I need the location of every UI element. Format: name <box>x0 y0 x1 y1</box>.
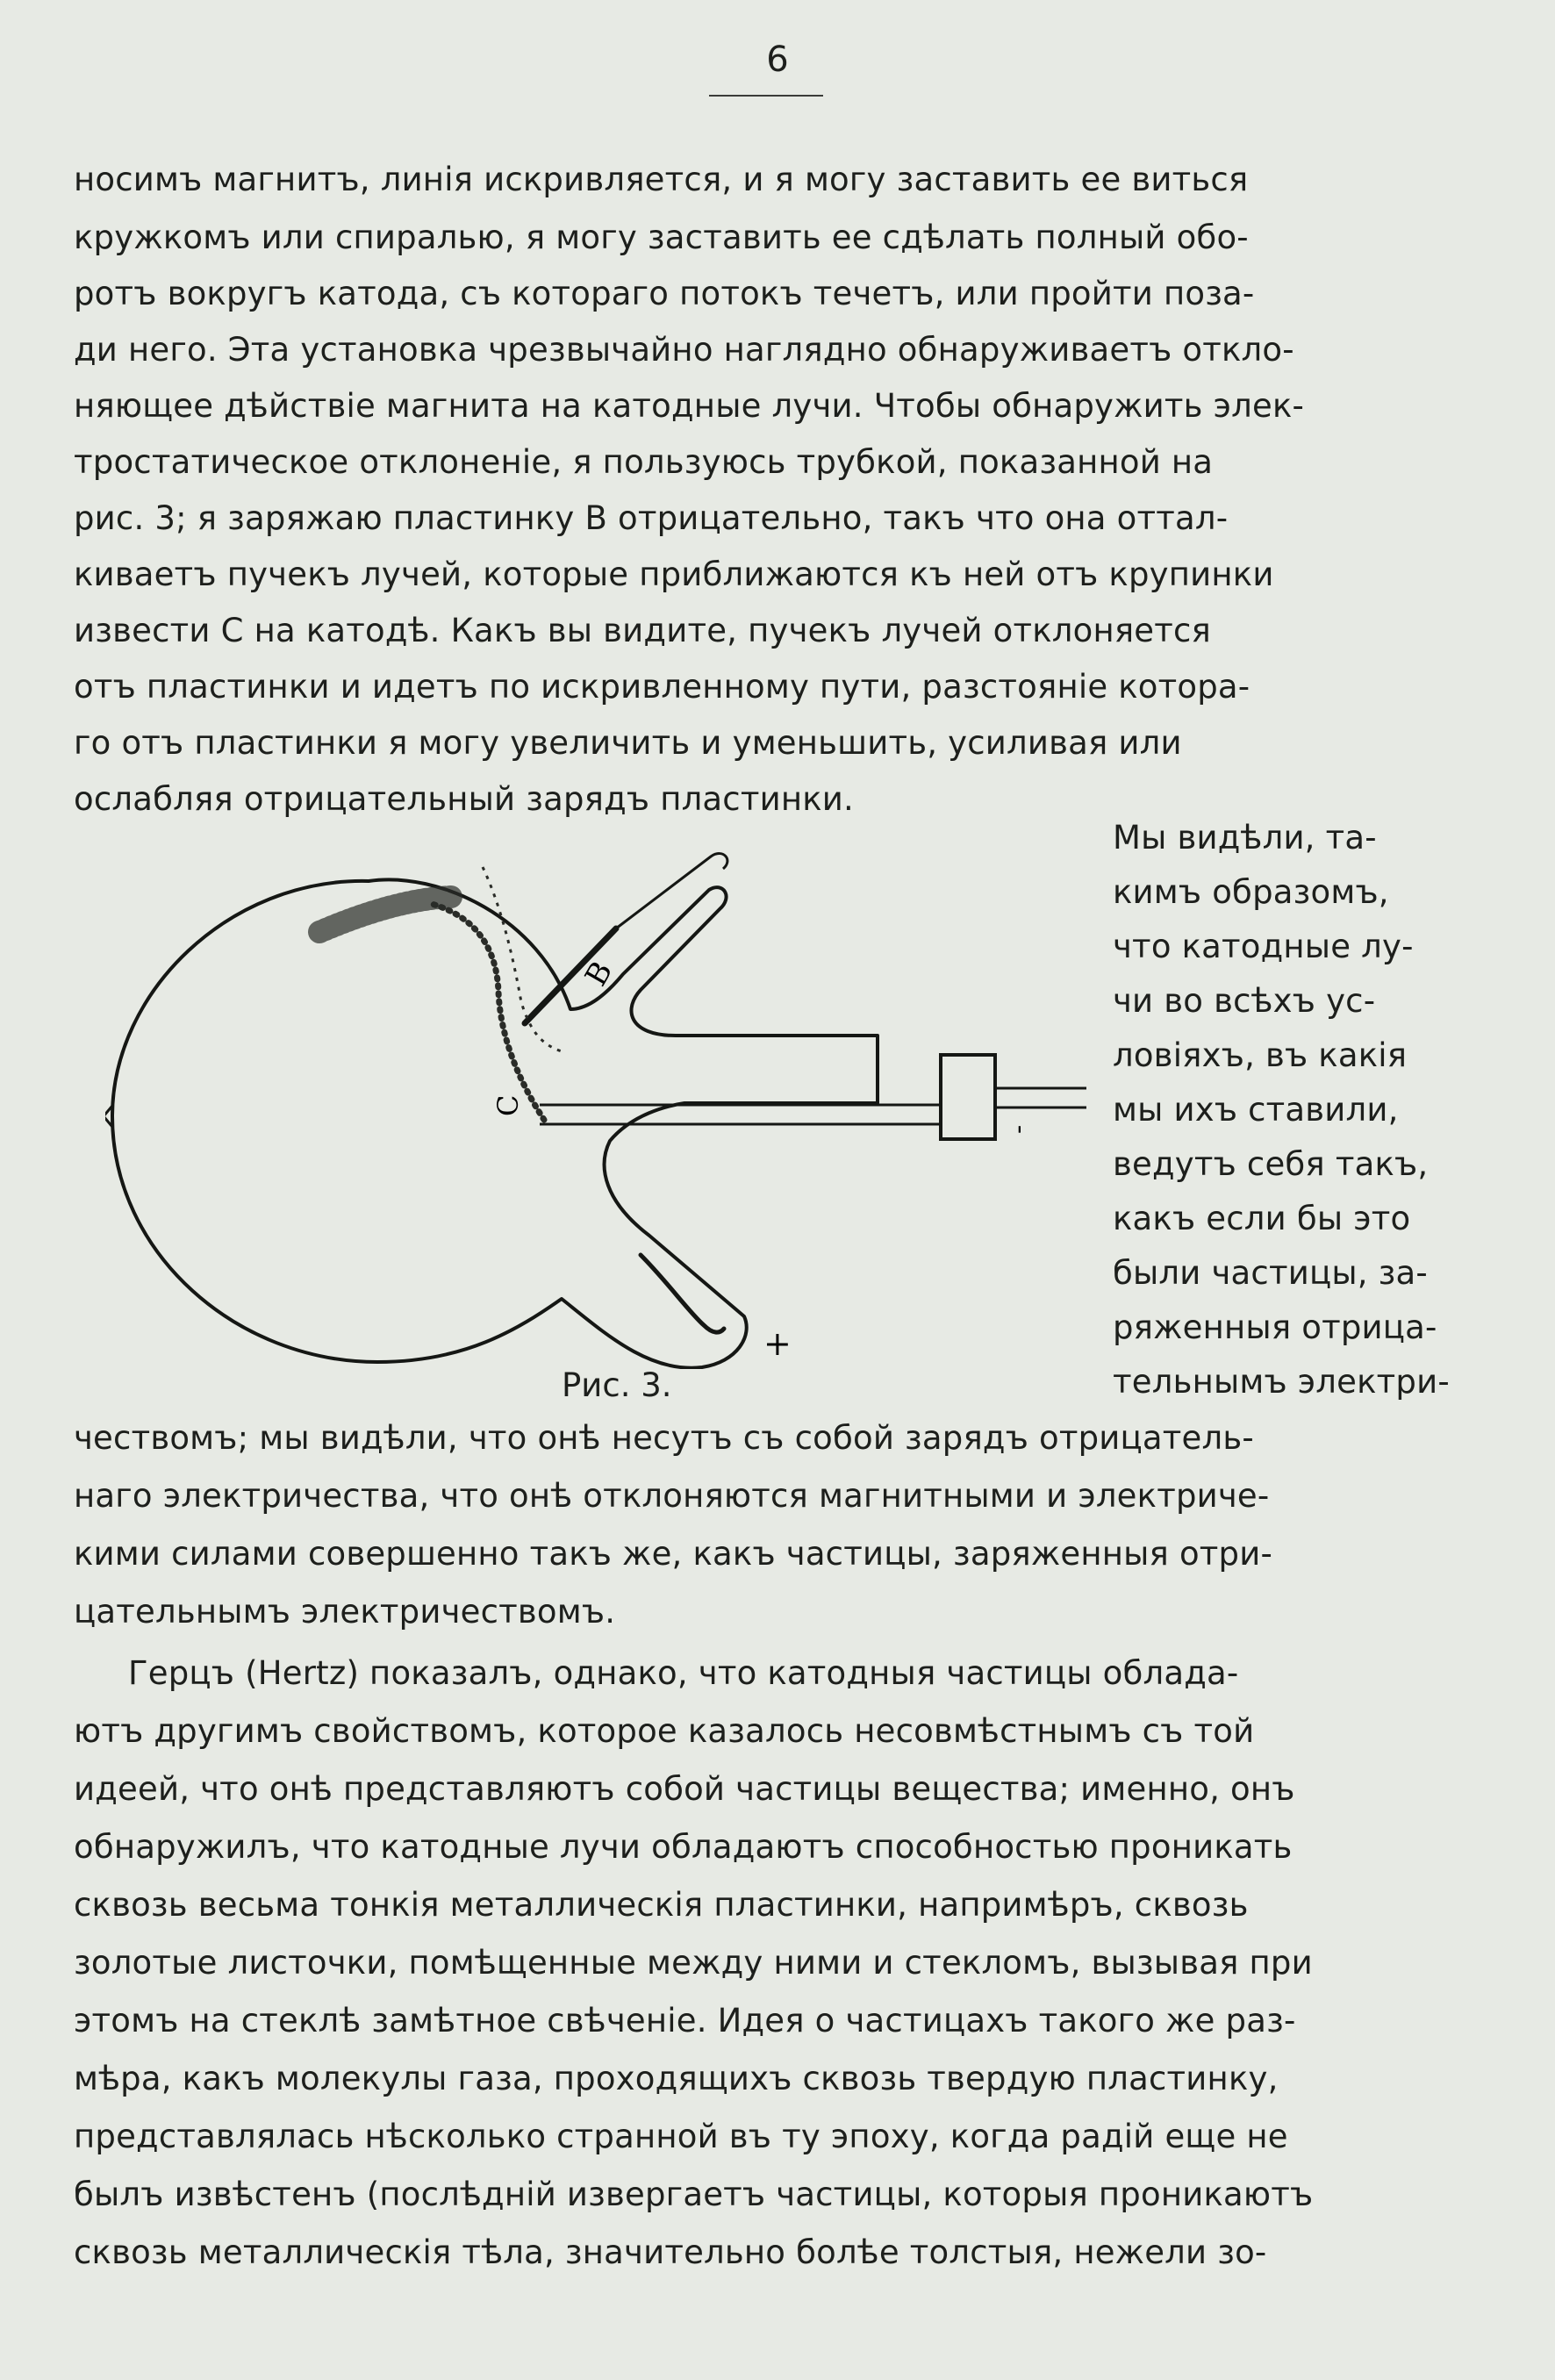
top-paragraph-line: отъ пластинки и идетъ по искривленному пути, разстояніе котора- <box>74 668 1250 706</box>
bottom-paragraph-line: наго электричества, что онѣ отклоняются магнитными и электриче- <box>74 1477 1270 1515</box>
top-paragraph-line: няющее дѣйствіе магнита на катодные лучи. Чтобы обнаружить элек- <box>74 387 1305 425</box>
bottom-paragraph-line: представлялась нѣсколько странной въ ту эпоху, когда радій еще не <box>74 2118 1288 2155</box>
side-column-line: тельнымъ электри- <box>1113 1363 1450 1401</box>
top-paragraph-line: извести C на катодѣ. Какъ вы видите, пучекъ лучей отклоняется <box>74 612 1212 649</box>
page-number: 6 <box>766 39 789 80</box>
side-column-line: были частицы, за- <box>1113 1254 1428 1292</box>
side-column-line: Мы видѣли, та- <box>1113 819 1377 857</box>
label-b: B <box>578 955 620 993</box>
bottom-paragraph-line: мѣра, какъ молекулы газа, проходящихъ сквозь твердую пластинку, <box>74 2060 1279 2097</box>
bottom-paragraph-line: ютъ другимъ свойствомъ, которое казалось несовмѣстнымъ съ той <box>74 1712 1255 1750</box>
bottom-paragraph-line: золотые листочки, помѣщенные между ними и стекломъ, вызывая при <box>74 1944 1313 1982</box>
top-paragraph-line: ди него. Эта установка чрезвычайно наглядно обнаруживаетъ откло- <box>74 331 1294 369</box>
top-paragraph-line: киваетъ пучекъ лучей, которые приближаются къ ней отъ крупинки <box>74 556 1274 593</box>
beam-spread-dots <box>319 897 451 932</box>
top-paragraph-line: ослабляя отрицательный зарядъ пластинки. <box>74 780 854 818</box>
label-minus: - <box>1003 1124 1034 1134</box>
bottom-paragraph-line: Герцъ (Hertz) показалъ, однако, что катодныя частицы облада- <box>128 1654 1239 1692</box>
side-column-line: кимъ образомъ, <box>1113 873 1389 911</box>
bottom-paragraph-line: обнаружилъ, что катодные лучи обладаютъ способностью проникать <box>74 1828 1293 1866</box>
stem-connector-block <box>941 1055 995 1139</box>
bottom-paragraph-line: чествомъ; мы видѣли, что онѣ несутъ съ собой зарядъ отрицатель- <box>74 1419 1254 1457</box>
label-plus: + <box>763 1324 792 1363</box>
figure-caption: Рис. 3. <box>562 1366 672 1404</box>
side-column-line: чи во всѣхъ ус- <box>1113 982 1376 1020</box>
cathode-tube-diagram <box>105 842 1097 1369</box>
page-number-rule <box>709 95 823 97</box>
bottom-paragraph-line: былъ извѣстенъ (послѣдній извергаетъ частицы, которыя проникаютъ <box>74 2176 1314 2213</box>
top-paragraph-line: го отъ пластинки я могу увеличить и уменьшить, усиливая или <box>74 724 1182 762</box>
side-column-line: мы ихъ ставили, <box>1113 1091 1399 1129</box>
side-column-line: ведутъ себя такъ, <box>1113 1145 1429 1183</box>
bottom-paragraph-line: этомъ на стеклѣ замѣтное свѣченіе. Идея о частицахъ такого же раз- <box>74 2002 1296 2039</box>
figure-3 <box>105 842 1097 1369</box>
side-column-line: что катодные лу- <box>1113 928 1414 965</box>
bottom-paragraph-line: сквозь металлическія тѣла, значительно болѣе толстыя, нежели зо- <box>74 2233 1267 2271</box>
side-column-line: какъ если бы это <box>1113 1200 1411 1237</box>
bottom-paragraph-line: кими силами совершенно такъ же, какъ частицы, заряженныя отри- <box>74 1535 1273 1573</box>
bottom-paragraph-line: цательнымъ электричествомъ. <box>74 1593 616 1631</box>
label-c: C <box>491 1094 525 1116</box>
side-column-line: ряженныя отрица- <box>1113 1308 1437 1346</box>
anode-wire <box>641 1255 724 1332</box>
top-paragraph-line: носимъ магнитъ, линія искривляется, и я могу заставить ее виться <box>74 161 1249 198</box>
top-paragraph-line: тростатическое отклоненіе, я пользуюсь трубкой, показанной на <box>74 443 1214 481</box>
top-paragraph-line: рис. 3; я заряжаю пластинку B отрицательно, такъ что она оттал- <box>74 499 1229 537</box>
deflected-beam-dots <box>432 904 544 1120</box>
bottom-paragraph-line: сквозь весьма тонкія металлическія пластинки, напримѣръ, сквозь <box>74 1886 1249 1924</box>
top-paragraph-line: кружкомъ или спиралью, я могу заставить ее сдѣлать полный обо- <box>74 219 1249 256</box>
bottom-paragraph-line: идеей, что онѣ представляютъ собой частицы вещества; именно, онъ <box>74 1770 1295 1808</box>
side-column-line: ловіяхъ, въ какія <box>1113 1036 1408 1074</box>
top-paragraph-line: ротъ вокругъ катода, съ котораго потокъ течетъ, или пройти поза- <box>74 275 1255 312</box>
